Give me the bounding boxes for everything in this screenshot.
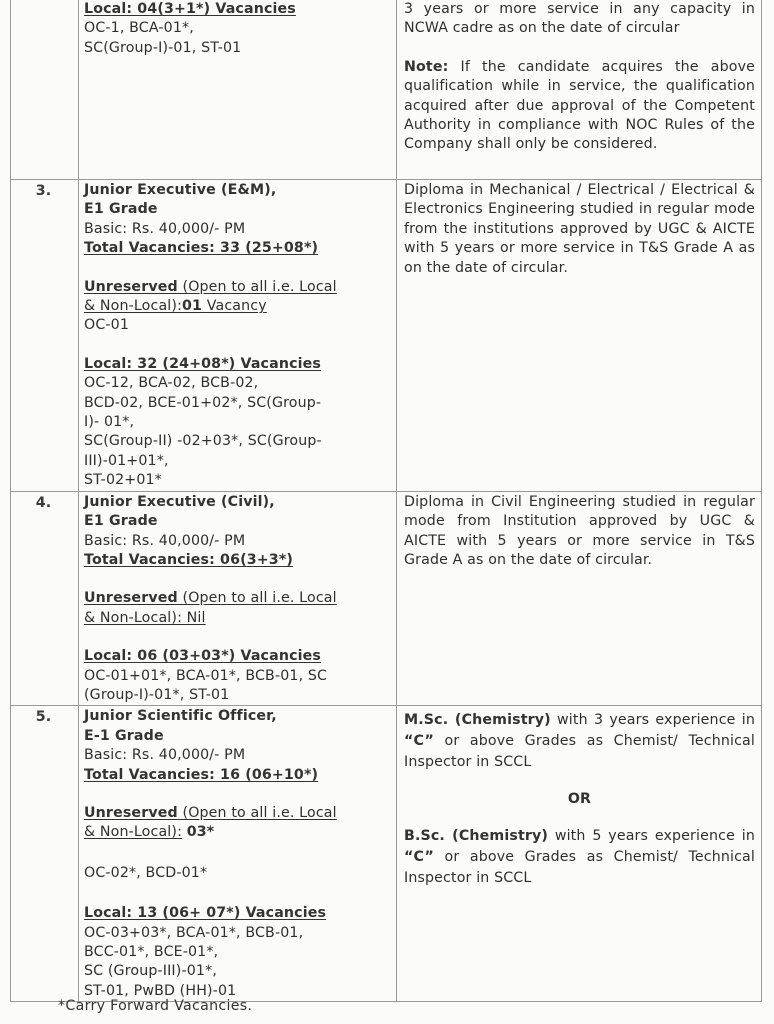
qualification-cell	[397, 491, 762, 706]
qualification-text: Diploma in Mechanical / Electrical / Electrical & Electronics Engineering studied in regular mode from the institutions approved by UGC & AICTE with 5 years or more service in T&S Grade A as on the date of circular.	[404, 182, 755, 276]
table-row	[11, 706, 762, 1002]
basic-pay: Basic: Rs. 40,000/- PM	[84, 220, 246, 237]
qualification-cell	[397, 180, 762, 492]
qualification-text: Diploma in Civil Engineering studied in regular mode from Institution approved by UGC & AICTE with 5 years or more service in T&S Grade A as on the date of circular.	[404, 493, 755, 568]
post-title: Junior Executive (E&M),	[84, 182, 277, 198]
sl-no-cell: 4.	[11, 491, 79, 706]
unreserved-breakup: OC-01	[84, 317, 129, 334]
unreserved-line: Unreserved (Open to all i.e. Local	[84, 590, 337, 607]
qualification-option-bsc: B.Sc. (Chemistry) with 5 years experience in “C” or above Grades as Chemist/ Technical Inspector in SCCL	[404, 828, 755, 887]
local-breakup-line: SC(Group-I)-01, ST-01	[84, 39, 242, 56]
qualification-option-msc: M.Sc. (Chemistry) with 3 years experience in “C” or above Grades as Chemist/ Technical Inspector in SCCL	[404, 712, 755, 771]
local-breakup-line: (Group-I)-01*, ST-01	[84, 686, 230, 703]
unreserved-line: & Non-Local): Nil	[84, 609, 206, 626]
total-vacancies: Total Vacancies: 06(3+3*)	[84, 551, 294, 568]
qualification-text: 3 years or more service in any capacity in NCWA cadre as on the date of circular	[404, 1, 755, 37]
sl-no-cell: 3.	[11, 180, 79, 492]
post-grade: E1 Grade	[84, 513, 158, 530]
local-breakup-line: SC (Group-III)-01*,	[84, 963, 217, 980]
local-breakup-line: OC-12, BCA-02, BCB-02,	[84, 375, 259, 392]
local-breakup-line: SC(Group-II) -02+03*, SC(Group-	[84, 433, 322, 450]
local-vacancies-heading: Local: 04(3+1*) Vacancies	[84, 1, 296, 17]
total-vacancies: Total Vacancies: 16 (06+10*)	[84, 766, 319, 783]
local-breakup-line: I)- 01*,	[84, 414, 135, 431]
note-text: If the candidate acquires the above qualification while in service, the qualification acquired after due approval of the Competent Authority in compliance with NOC Rules of the Company shall only be considered.	[404, 58, 755, 153]
qualification-note	[404, 58, 755, 155]
unreserved-line: Unreserved (Open to all i.e. Local	[84, 278, 337, 295]
unreserved-count: 01	[182, 298, 203, 315]
local-breakup-line: ST-02+01*	[84, 472, 162, 489]
table-row	[11, 180, 762, 492]
post-grade: E1 Grade	[84, 201, 158, 218]
vacancy-table	[10, 0, 762, 1002]
note-label: Note:	[404, 58, 449, 75]
post-cell	[79, 706, 397, 1002]
local-breakup-line: BCC-01*, BCE-01*,	[84, 944, 219, 960]
post-cell	[79, 0, 397, 180]
local-breakup-line: BCD-02, BCE-01+02*, SC(Group-	[84, 394, 322, 411]
unreserved-line: & Non-Local):01 Vacancy	[84, 298, 267, 315]
local-breakup-line: OC-01+01*, BCA-01*, BCB-01, SC	[84, 667, 328, 684]
qualification-cell	[397, 0, 762, 180]
local-vacancies-heading: Local: 32 (24+08*) Vacancies	[84, 355, 322, 372]
unreserved-breakup: OC-02*, BCD-01*	[84, 864, 208, 881]
table-row	[11, 491, 762, 706]
table-row	[11, 0, 762, 180]
local-breakup-line: ST-01, PwBD (HH)-01	[84, 982, 237, 999]
unreserved-line: Unreserved (Open to all i.e. Local	[84, 804, 337, 821]
unreserved-line: & Non-Local): 03*	[84, 824, 215, 841]
or-separator: OR	[567, 791, 592, 808]
total-vacancies: Total Vacancies: 33 (25+08*)	[84, 240, 319, 257]
post-grade: E-1 Grade	[84, 727, 164, 744]
local-breakup-line: OC-1, BCA-01*,	[84, 20, 194, 37]
footnote: *Carry Forward Vacancies.	[58, 998, 253, 1014]
post-cell	[79, 180, 397, 492]
local-vacancies-heading: Local: 06 (03+03*) Vacancies	[84, 648, 322, 665]
qualification-cell	[397, 706, 762, 1002]
basic-pay: Basic: Rs. 40,000/- PM	[84, 747, 246, 764]
post-title: Junior Scientific Officer,	[84, 708, 277, 725]
unreserved-count: 03*	[186, 824, 215, 841]
local-breakup-line: OC-03+03*, BCA-01*, BCB-01,	[84, 924, 304, 941]
post-cell	[79, 491, 397, 706]
local-vacancies-heading: Local: 13 (06+ 07*) Vacancies	[84, 905, 327, 922]
post-title: Junior Executive (Civil),	[84, 493, 275, 510]
sl-no-cell: 5.	[11, 706, 79, 1002]
local-breakup-line: III)-01+01*,	[84, 452, 169, 469]
basic-pay: Basic: Rs. 40,000/- PM	[84, 532, 246, 549]
sl-no-cell	[11, 0, 79, 180]
